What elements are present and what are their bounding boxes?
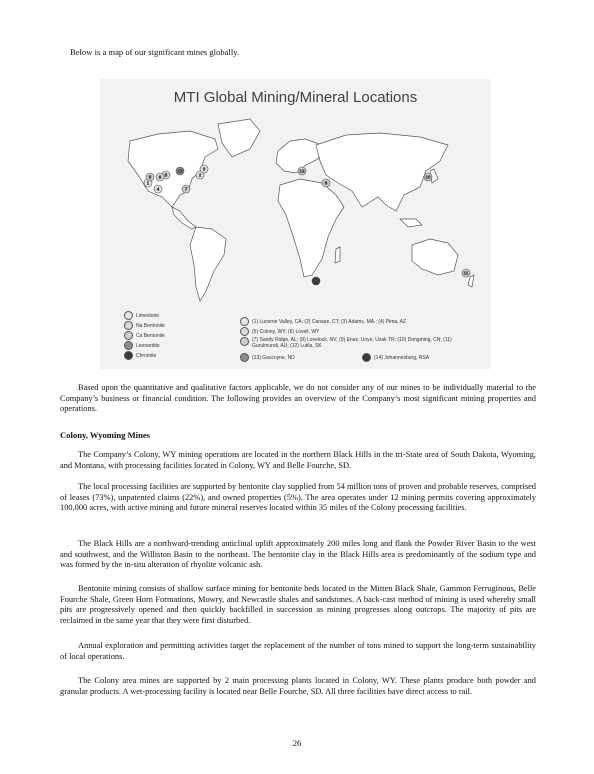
marker-label-13: 13 [177, 168, 183, 174]
marker-label-14: 14 [313, 278, 319, 284]
legend-item-group-3: (7) Sandy Ridge, AL; (8) Lovelock, NV; (9) Enez, Unye, Usak TR; (10) Dongming, CN; (11) Gurulmundi, AU; (12) Lutila, SK [240, 337, 457, 349]
legend-swatch [362, 353, 371, 362]
indonesia-shape [400, 219, 422, 227]
marker-label-12: 12 [299, 168, 305, 174]
paragraph-processing-plants: The Colony area mines are supported by 2 main processing plants located in Colony, WY. These plants produce both powder and granular products. A wet-processing facility is located near Belle Fourche, SD. All three facilities have direct access to rail. [60, 676, 536, 696]
marker-label-8: 8 [148, 174, 152, 180]
legend-item-na-bentonite: Na Bentonite [124, 321, 165, 330]
marker-label-4: 4 [156, 186, 160, 192]
marker-label-10: 10 [425, 174, 431, 180]
map-title: MTI Global Mining/Mineral Locations [173, 89, 418, 106]
legend-item-leonardite: Leonardite [124, 341, 160, 350]
marker-label-5: 5 [164, 172, 168, 178]
legend-swatch [124, 341, 133, 350]
intro-text: Below is a map of our significant mines globally. [70, 47, 240, 57]
legend-swatch [124, 321, 133, 330]
marker-label-3: 3 [202, 166, 206, 172]
legend-item-group-2: (5) Colony, WY; (6) Lovell, WY [240, 327, 319, 336]
legend-swatch [124, 311, 133, 320]
section-heading: Colony, Wyoming Mines [60, 430, 151, 440]
legend-swatch [240, 327, 249, 336]
new-zealand-shape [468, 275, 474, 287]
legend-item-group-4: (13) Gascoyne, ND [240, 353, 295, 362]
australia-shape [412, 239, 458, 275]
legend-swatch [240, 317, 249, 326]
world-map-figure [100, 79, 491, 369]
legend-item-chromite: Chromite [124, 351, 156, 360]
paragraph-exploration: Annual exploration and permitting activities target the replacement of the number of tons mined to support the long-term sustainability of local operations. [60, 641, 536, 661]
paragraph-materiality: Based upon the quantitative and qualitative factors applicable, we do not consider any of our mines to be individually material to the Company’s business or financial condition. The following provides an overview of the Company’s most significant mining properties and operations. [60, 383, 536, 414]
marker-label-2: 2 [198, 172, 202, 178]
marker-label-7: 7 [184, 186, 188, 192]
paragraph-black-hills: The Black Hills are a northward-trending anticlinal uplift approximately 200 miles long and flank the Powder River Basin to the west and southwest, and the Williston Basin to the northeast. The bentonite clay in the Black Hills area is predominantly of the sodium type and was formed by the in-situ alteration of rhyolite volcanic ash. [60, 539, 536, 570]
south-america-shape [190, 227, 226, 301]
marker-label-6: 6 [158, 174, 162, 180]
legend-item-ca-bentonite: Ca Bentonite [124, 331, 165, 340]
marker-label-11: 11 [463, 270, 469, 276]
paragraph-reserves: The local processing facilities are supported by bentonite clay supplied from 54 million tons of proven and probable reserves, comprised of leases (73%), unpatented claims (22%), and owned properties (5%). The area operates under 12 mining permits covering approximately 100,000 acres, with active mining and future mineral reserves located within 35 miles of the Colony processing facilities. [60, 482, 536, 513]
legend-swatch [124, 351, 133, 360]
legend-swatch [240, 337, 249, 346]
paragraph-colony-location: The Company’s Colony, WY mining operations are located in the northern Black Hills in the tri-State area of South Dakota, Wyoming, and Montana, with processing facilities located in Colony, WY and Belle Fourche, SD. [60, 450, 536, 470]
page-number: 26 [292, 738, 302, 748]
legend-item-group-1: (1) Lucerne Valley, CA; (2) Canaan, CT; (3) Adams, MA.; (4) Pima, AZ [240, 317, 406, 326]
legend-item-group-5: (14) Johannesburg, RSA [362, 353, 429, 362]
paragraph-bentonite-mining: Bentonite mining consists of shallow surface mining for bentonite beds located in the Mitten Black Shale, Gammon Ferruginous, Belle Fourche Shale, Green Horn Formations, Mowry, and Newcastle shales and sandstones. A back-cast method of mining is used whereby small pits are progressively opened and then quickly backfilled in succession as mining progresses along outcrops. The majority of pits are reclaimed in the same year that they were first disturbed. [60, 584, 536, 625]
legend-swatch [240, 353, 249, 362]
greenland-shape [218, 119, 260, 157]
africa-shape [278, 179, 344, 277]
central-america-shape [172, 207, 196, 229]
legend-swatch [124, 331, 133, 340]
legend-item-limestone: Limestone [124, 311, 159, 320]
marker-label-9: 9 [324, 180, 328, 186]
madagascar-shape [335, 247, 340, 263]
marker-label-1: 1 [146, 180, 150, 186]
